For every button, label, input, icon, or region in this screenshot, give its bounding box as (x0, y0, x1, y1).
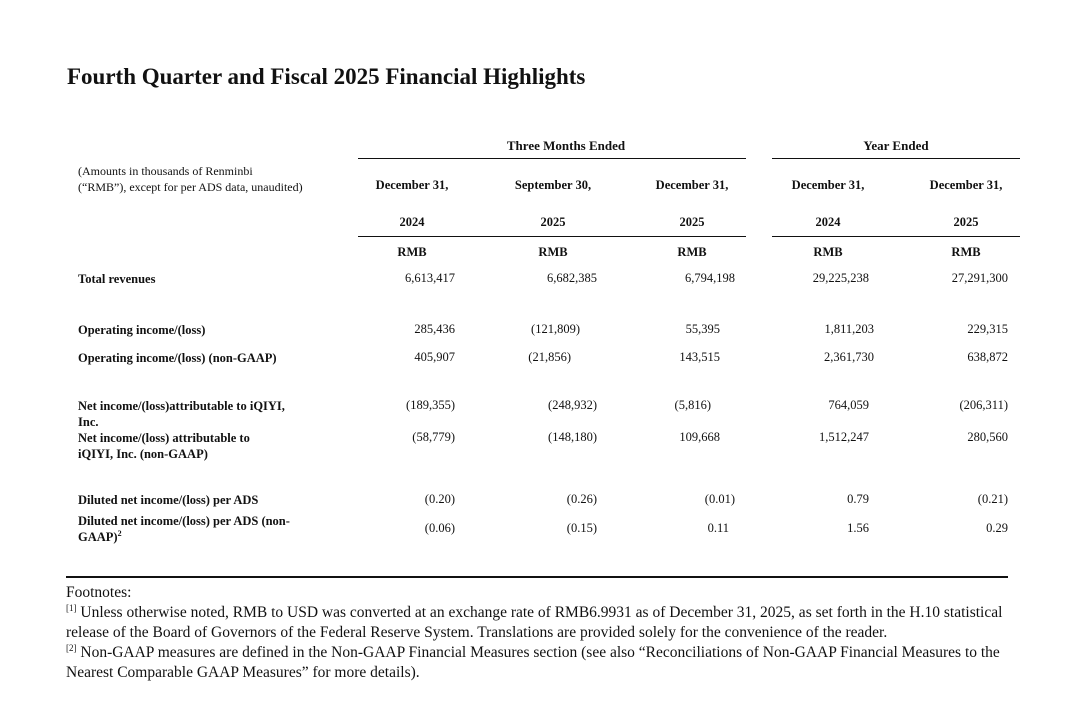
cell-net-income-col4: 764,059 (828, 398, 869, 412)
cell-operating-income-non-gaap-col5: 638,872 (967, 350, 1008, 364)
footnote-1-mark: [1] (66, 602, 77, 613)
cell-diluted-eps-col1: (0.20) (424, 492, 455, 506)
col-3-date: December 31, (655, 178, 729, 192)
table-bottom-rule (66, 576, 1008, 578)
cell-net-income-non-gaap-col4: 1,512,247 (819, 430, 869, 444)
row-label-net-income: Net income/(loss)attributable to iQIYI, Inc. (78, 399, 285, 429)
cell-total-revenues-col2: 6,682,385 (547, 271, 597, 285)
cell-operating-income-non-gaap-col1: 405,907 (414, 350, 455, 364)
col-1-unit: RMB (397, 245, 427, 259)
footnote-2 (66, 643, 1016, 683)
cell-net-income-non-gaap-col5: 280,560 (967, 430, 1008, 444)
col-4-year: 2024 (815, 215, 841, 229)
cell-total-revenues-col3: 6,794,198 (685, 271, 735, 285)
footnote-2-reference: 2 (117, 528, 122, 538)
cell-operating-income-col1: 285,436 (414, 322, 455, 336)
three-months-top-rule (358, 158, 746, 159)
cell-diluted-eps-non-gaap-col4: 1.56 (847, 521, 869, 535)
col-2-year: 2025 (540, 215, 566, 229)
cell-diluted-eps-col3: (0.01) (704, 492, 735, 506)
cell-total-revenues-col5: 27,291,300 (951, 271, 1008, 285)
cell-operating-income-col4: 1,811,203 (824, 322, 874, 336)
col-4-date: December 31, (791, 178, 865, 192)
footnotes-heading: Footnotes: (66, 584, 132, 601)
group-three-months-ended: Three Months Ended (506, 138, 626, 153)
page-title: Fourth Quarter and Fiscal 2025 Financial Highlights (67, 64, 586, 89)
cell-net-income-non-gaap-col2: (148,180) (548, 430, 597, 444)
col-4-unit: RMB (813, 245, 843, 259)
cell-diluted-eps-non-gaap-col3: 0.11 (707, 521, 729, 535)
col-3-year: 2025 (679, 215, 705, 229)
cell-diluted-eps-col5: (0.21) (977, 492, 1008, 506)
footnote-1-text: Unless otherwise noted, RMB to USD was converted at an exchange rate of RMB6.9931 as of December 31, 2025, as set forth in the H.10 statistical release of the Board of Governors of the Federal Reserve System. Translations are provided solely for the convenience of the reader. (66, 604, 1003, 641)
cell-operating-income-non-gaap-col2: (21,856) (528, 350, 571, 364)
cell-total-revenues-col4: 29,225,238 (812, 271, 869, 285)
cell-diluted-eps-non-gaap-col5: 0.29 (986, 521, 1008, 535)
cell-operating-income-non-gaap-col3: 143,515 (679, 350, 720, 364)
row-label-diluted-eps: Diluted net income/(loss) per ADS (78, 493, 259, 507)
year-top-rule (772, 158, 1020, 159)
row-label-operating-income: Operating income/(loss) (78, 323, 206, 337)
cell-net-income-col1: (189,355) (406, 398, 455, 412)
cell-operating-income-col5: 229,315 (967, 322, 1008, 336)
row-label-net-income-non-gaap: Net income/(loss) attributable to iQIYI, Inc. (non-GAAP) (78, 431, 250, 461)
row-label-diluted-eps-non-gaap-text: Diluted net income/(loss) per ADS (non-GAAP) (78, 514, 290, 544)
cell-net-income-col2: (248,932) (548, 398, 597, 412)
col-2-date: September 30, (514, 178, 592, 192)
year-header-rule (772, 236, 1020, 237)
footnotes (66, 583, 1016, 683)
cell-diluted-eps-non-gaap-col2: (0.15) (566, 521, 597, 535)
row-label-operating-income-non-gaap: Operating income/(loss) (non-GAAP) (78, 351, 277, 365)
footnote-2-text: Non-GAAP measures are defined in the Non-GAAP Financial Measures section (see also “Reconciliations of Non-GAAP Financial Measures to the Nearest Comparable GAAP Measures” for more details). (66, 644, 1000, 681)
col-5-unit: RMB (951, 245, 981, 259)
footnote-2-mark: [2] (66, 642, 77, 653)
col-5-year: 2025 (953, 215, 979, 229)
cell-operating-income-col2: (121,809) (531, 322, 580, 336)
group-year-ended: Year Ended (863, 138, 929, 153)
cell-net-income-non-gaap-col1: (58,779) (412, 430, 455, 444)
col-2-unit: RMB (538, 245, 568, 259)
cell-diluted-eps-col4: 0.79 (847, 492, 869, 506)
cell-net-income-non-gaap-col3: 109,668 (679, 430, 720, 444)
footnote-1 (66, 603, 1016, 643)
three-months-header-rule (358, 236, 746, 237)
cell-net-income-col5: (206,311) (959, 398, 1008, 412)
col-1-date: December 31, (375, 178, 449, 192)
row-label-total-revenues: Total revenues (78, 272, 156, 286)
cell-total-revenues-col1: 6,613,417 (405, 271, 455, 285)
row-label-diluted-eps-non-gaap (78, 513, 298, 545)
cell-operating-income-col3: 55,395 (685, 322, 720, 336)
col-1-year: 2024 (399, 215, 425, 229)
cell-diluted-eps-col2: (0.26) (566, 492, 597, 506)
cell-diluted-eps-non-gaap-col1: (0.06) (424, 521, 455, 535)
cell-operating-income-non-gaap-col4: 2,361,730 (824, 350, 874, 364)
col-3-unit: RMB (677, 245, 707, 259)
col-5-date: December 31, (929, 178, 1003, 192)
amounts-note: (Amounts in thousands of Renminbi (“RMB”), except for per ADS data, unaudited) (78, 164, 303, 194)
cell-net-income-col3: (5,816) (674, 398, 711, 412)
